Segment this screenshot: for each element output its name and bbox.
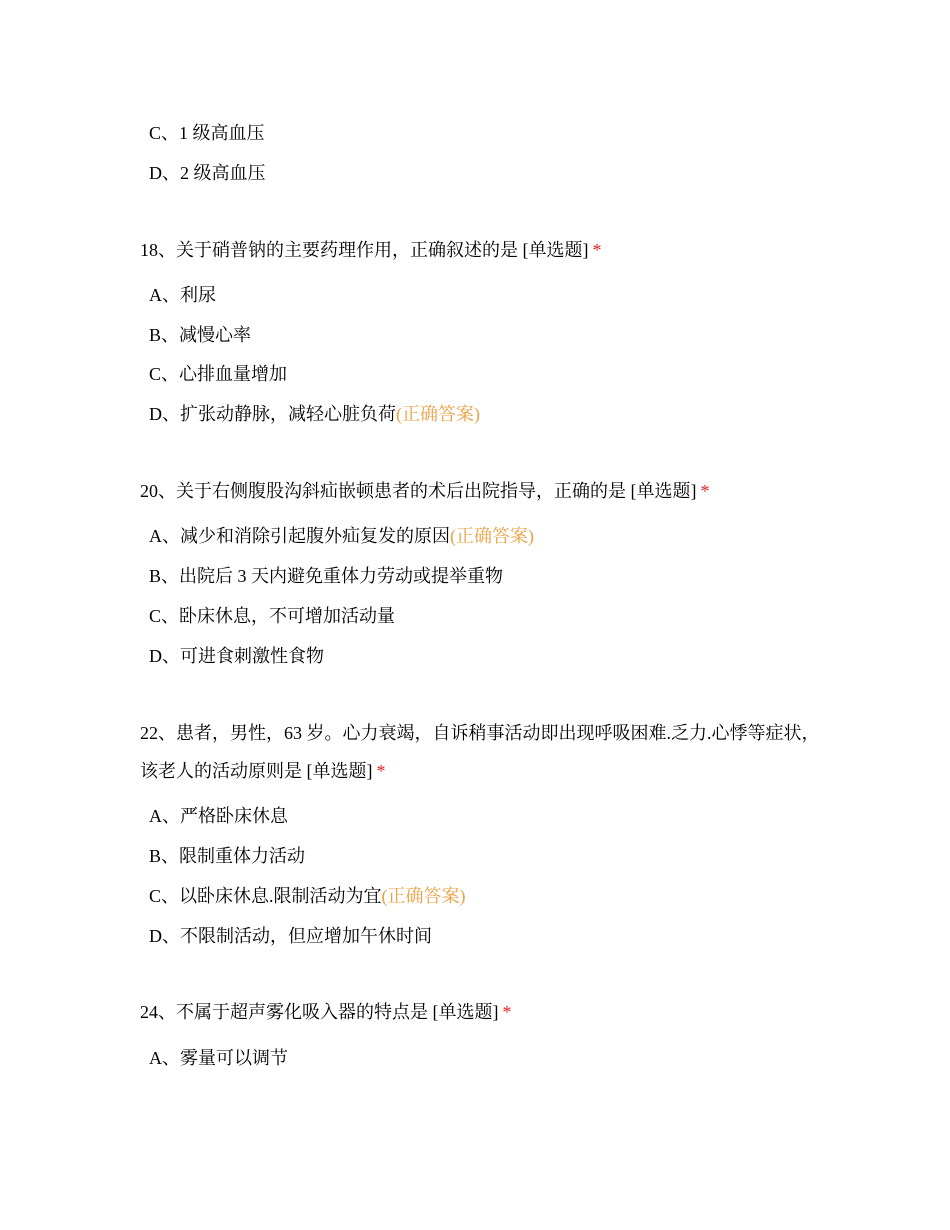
option-label: A、利尿 <box>149 285 216 305</box>
required-star: * <box>592 240 602 260</box>
option-label: A、严格卧床休息 <box>149 806 288 826</box>
correct-answer-tag: (正确答案) <box>450 526 534 546</box>
question-text: 22、患者，男性，63 岁。心力衰竭，自诉稍事活动即出现呼吸困难.乏力.心悸等症状，该老人的活动原则是 [单选题] <box>140 723 820 781</box>
option-label: C、心排血量增加 <box>149 364 288 384</box>
question-20 <box>140 472 820 510</box>
question-text: 20、关于右侧腹股沟斜疝嵌顿患者的术后出院指导，正确的是 [单选题] <box>140 481 697 501</box>
option-label: D、不限制活动，但应增加午休时间 <box>149 926 432 946</box>
option-a-q18 <box>149 282 216 308</box>
option-label: B、出院后 3 天内避免重体力劳动或提举重物 <box>149 566 504 586</box>
option-a-q24 <box>149 1045 288 1071</box>
required-star: * <box>502 1002 512 1022</box>
option-c-q22 <box>149 883 466 909</box>
option-d-q18 <box>149 401 480 427</box>
question-text: 18、关于硝普钠的主要药理作用，正确叙述的是 [单选题] <box>140 240 589 260</box>
correct-answer-tag: (正确答案) <box>381 886 466 906</box>
required-star: * <box>376 761 386 781</box>
option-d-q22 <box>149 923 432 949</box>
option-b-q22 <box>149 843 305 869</box>
option-c-q18 <box>149 361 287 387</box>
option-c-prev <box>149 120 265 146</box>
option-b-q20 <box>149 563 503 589</box>
question-text: 24、不属于超声雾化吸入器的特点是 [单选题] <box>140 1002 499 1022</box>
option-label: A、雾量可以调节 <box>149 1048 288 1068</box>
question-24 <box>140 993 820 1031</box>
option-c-q20 <box>149 603 395 629</box>
option-label: A、减少和消除引起腹外疝复发的原因 <box>149 526 450 546</box>
option-d-q20 <box>149 643 324 669</box>
required-star: * <box>700 481 710 501</box>
option-label: D、2 级高血压 <box>149 163 266 183</box>
option-label: D、可进食刺激性食物 <box>149 646 324 666</box>
correct-answer-tag: (正确答案) <box>396 404 480 424</box>
option-label: B、限制重体力活动 <box>149 846 306 866</box>
option-label: C、以卧床休息.限制活动为宜 <box>149 886 382 906</box>
option-a-q20 <box>149 523 534 549</box>
option-label: C、卧床休息，不可增加活动量 <box>149 606 396 626</box>
option-b-q18 <box>149 322 251 348</box>
option-label: D、扩张动静脉，减轻心脏负荷 <box>149 404 396 424</box>
option-a-q22 <box>149 803 288 829</box>
option-d-prev <box>149 160 266 186</box>
option-label: B、减慢心率 <box>149 325 252 345</box>
question-18 <box>140 231 820 269</box>
option-label: C、1 级高血压 <box>149 123 265 143</box>
question-22 <box>140 714 820 790</box>
